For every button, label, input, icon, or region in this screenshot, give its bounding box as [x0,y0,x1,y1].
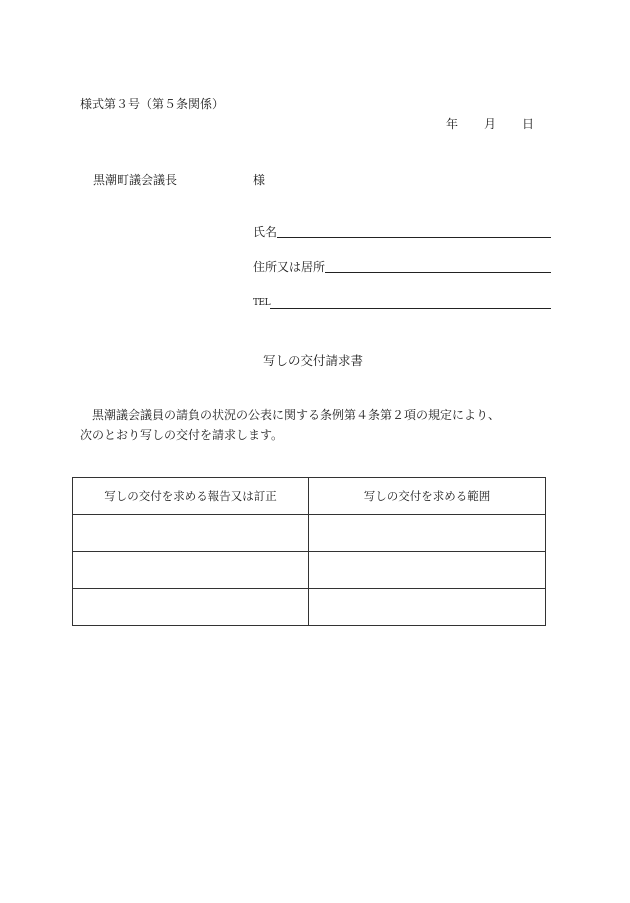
name-underline [277,225,551,238]
requester-name-field [253,225,551,239]
addressee-name: 黒潮町議会議長 [93,173,178,187]
table-header-range: 写しの交付を求める範囲 [309,478,546,515]
addressee-honorific: 様 [253,173,266,187]
body-line-1: 黒潮議会議員の請負の状況の公表に関する条例第４条第２項の規定により、 [92,408,501,422]
tel-underline [270,296,551,309]
requester-address-field [253,260,551,274]
table-header-report: 写しの交付を求める報告又は訂正 [73,478,309,515]
table-cell [309,515,546,552]
name-label: 氏名 [253,225,278,239]
date-line [446,115,534,132]
table-cell [73,515,309,552]
address-underline [325,260,551,273]
table-cell [309,552,546,589]
table-cell [309,589,546,626]
tel-label: TEL [253,298,271,308]
date-day: 日 [522,117,535,131]
table-row [73,552,546,589]
date-year: 年 [446,117,459,131]
table-header-row [73,478,546,515]
document-title: 写しの交付請求書 [263,353,364,368]
body-line-2: 次のとおり写しの交付を請求します。 [80,428,284,442]
table-row [73,515,546,552]
date-month: 月 [484,117,497,131]
body-text [80,405,558,445]
request-table [72,477,546,626]
table-cell [73,589,309,626]
form-number: 様式第３号（第５条関係） [80,97,225,111]
table-row [73,589,546,626]
address-label: 住所又は居所 [253,260,326,274]
table-cell [73,552,309,589]
requester-tel-field [253,296,551,310]
